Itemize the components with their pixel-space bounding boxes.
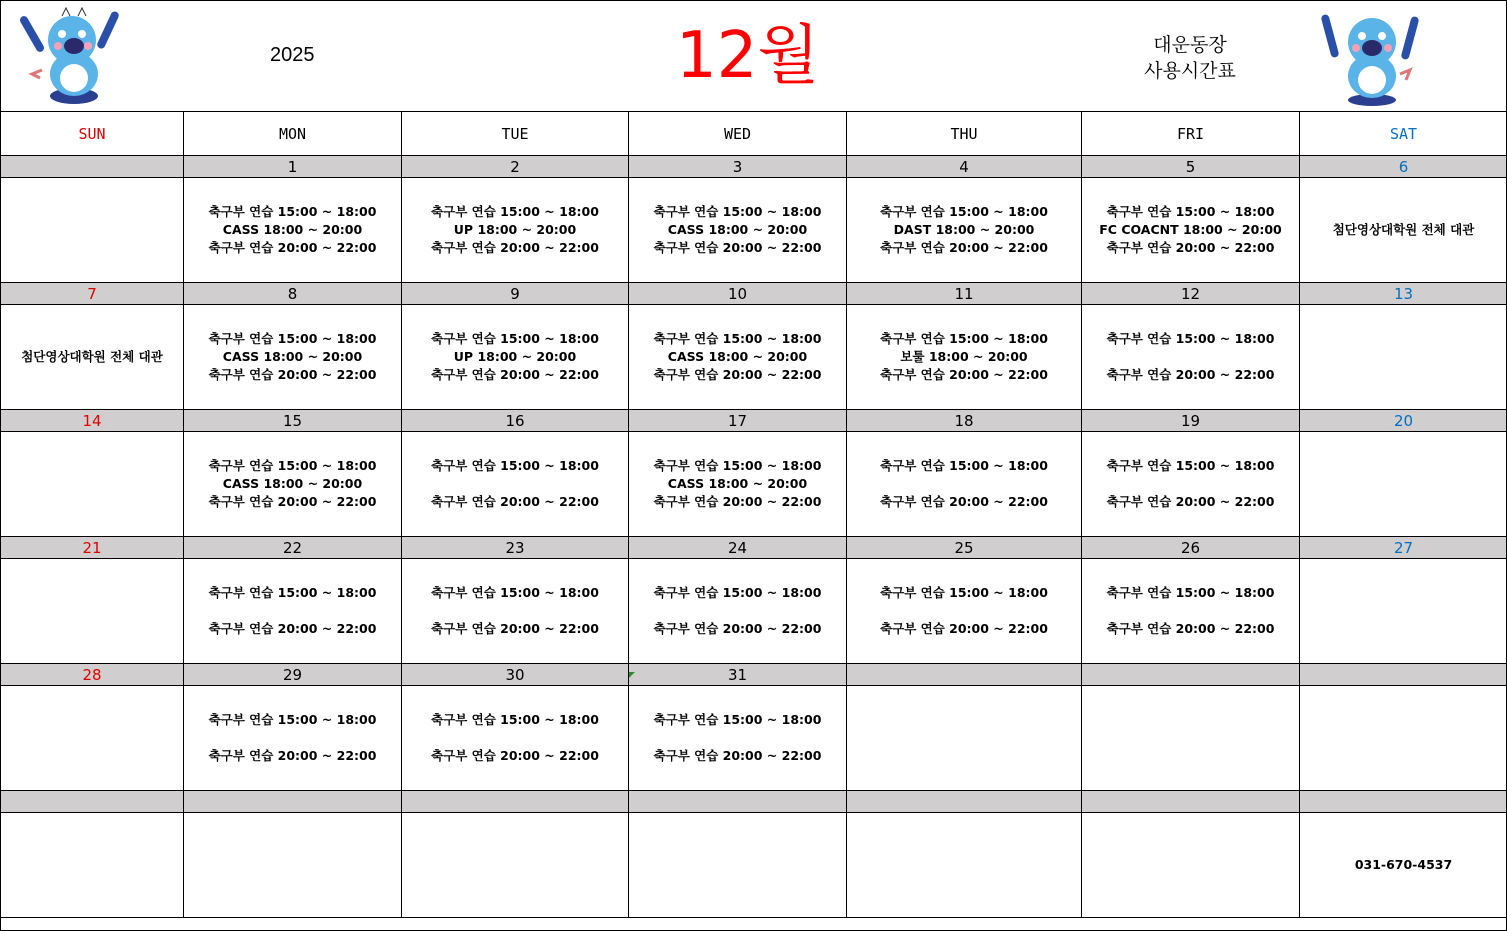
- events-cell-fri: [1082, 305, 1300, 410]
- event-line: CASS 18:00 ~ 20:00: [222, 222, 363, 237]
- event-line: 축구부 연습 20:00 ~ 22:00: [653, 748, 822, 763]
- events-cell-tue: [402, 305, 629, 410]
- events-cell-wed: [629, 559, 847, 664]
- events-cell-mon: [184, 305, 402, 410]
- date-row: [1, 410, 1507, 432]
- event-line: UP 18:00 ~ 20:00: [453, 349, 577, 364]
- event-line: 축구부 연습 20:00 ~ 22:00: [880, 367, 1048, 382]
- event-line: 축구부 연습 15:00 ~ 18:00: [431, 712, 599, 727]
- event-line: 축구부 연습 20:00 ~ 22:00: [1106, 494, 1275, 509]
- event-line: 축구부 연습 20:00 ~ 22:00: [431, 240, 599, 255]
- event-line: DAST 18:00 ~ 20:00: [893, 222, 1035, 237]
- date-cell-sat: [1300, 791, 1507, 813]
- events-cell-tue: [402, 432, 629, 537]
- event-line: 축구부 연습 15:00 ~ 18:00: [653, 585, 822, 600]
- event-line: 축구부 연습 15:00 ~ 18:00: [431, 585, 599, 600]
- event-line: 축구부 연습 15:00 ~ 18:00: [880, 585, 1048, 600]
- events-cell-fri: [1082, 178, 1300, 283]
- date-cell-sat: 6: [1300, 156, 1507, 178]
- event-line: 축구부 연습 20:00 ~ 22:00: [208, 748, 377, 763]
- events-cell-thu: [847, 686, 1082, 791]
- weekday-fri: FRI: [1082, 112, 1300, 156]
- calendar-body: [1, 112, 1507, 918]
- event-line: CASS 18:00 ~ 20:00: [222, 476, 363, 491]
- events-cell-wed: [629, 178, 847, 283]
- date-cell-thu: 11: [847, 283, 1082, 305]
- events-cell-sat: [1300, 178, 1507, 283]
- event-line: [402, 602, 628, 620]
- event-line: 축구부 연습 15:00 ~ 18:00: [880, 458, 1048, 473]
- date-row: [1, 791, 1507, 813]
- event-line: [629, 729, 846, 747]
- event-line: [184, 729, 401, 747]
- date-cell-sat: 27: [1300, 537, 1507, 559]
- dragon-mascot-icon: [18, 4, 126, 108]
- date-cell-sat: 20: [1300, 410, 1507, 432]
- date-cell-mon: 15: [184, 410, 402, 432]
- date-cell-sun: 28: [1, 664, 184, 686]
- event-line: 축구부 연습 15:00 ~ 18:00: [653, 712, 822, 727]
- events-cell-fri: [1082, 432, 1300, 537]
- date-cell-sun: 14: [1, 410, 184, 432]
- date-cell-thu: 25: [847, 537, 1082, 559]
- date-cell-tue: 30: [402, 664, 629, 686]
- events-cell-sun: [1, 178, 184, 283]
- date-cell-sun: [1, 791, 184, 813]
- event-line: 축구부 연습 15:00 ~ 18:00: [208, 204, 377, 219]
- date-cell-fri: 26: [1082, 537, 1300, 559]
- events-cell-thu: [847, 178, 1082, 283]
- cell-comment-marker: [629, 672, 635, 678]
- date-cell-fri: 5: [1082, 156, 1300, 178]
- events-cell-fri: [1082, 686, 1300, 791]
- date-cell-fri: [1082, 791, 1300, 813]
- calendar-header: [0, 0, 1507, 111]
- event-line: 축구부 연습 20:00 ~ 22:00: [208, 621, 377, 636]
- weekday-wed: WED: [629, 112, 847, 156]
- events-cell-thu: [847, 305, 1082, 410]
- event-line: 축구부 연습 15:00 ~ 18:00: [208, 712, 377, 727]
- event-line: 축구부 연습 20:00 ~ 22:00: [880, 494, 1048, 509]
- date-cell-mon: 8: [184, 283, 402, 305]
- event-line: 첨단영상대학원 전체 대관: [1332, 222, 1475, 237]
- event-line: 축구부 연습 20:00 ~ 22:00: [880, 240, 1048, 255]
- events-cell-tue: [402, 813, 629, 918]
- date-cell-sun: 21: [1, 537, 184, 559]
- event-line: 축구부 연습 15:00 ~ 18:00: [653, 204, 822, 219]
- events-cell-mon: [184, 686, 402, 791]
- event-line: [847, 475, 1081, 493]
- event-line: [402, 729, 628, 747]
- event-line: 축구부 연습 20:00 ~ 22:00: [653, 621, 822, 636]
- events-cell-tue: [402, 686, 629, 791]
- events-cell-sun: [1, 432, 184, 537]
- event-line: 축구부 연습 15:00 ~ 18:00: [208, 585, 377, 600]
- date-cell-fri: [1082, 664, 1300, 686]
- date-cell-sun: 7: [1, 283, 184, 305]
- event-line: 축구부 연습 15:00 ~ 18:00: [653, 331, 822, 346]
- event-line: CASS 18:00 ~ 20:00: [667, 222, 808, 237]
- date-cell-thu: [847, 791, 1082, 813]
- event-line: 031-670-4537: [1354, 857, 1453, 872]
- calendar-title: [1120, 32, 1260, 84]
- events-cell-wed: [629, 686, 847, 791]
- event-line: FC COACNT 18:00 ~ 20:00: [1099, 222, 1282, 237]
- event-line: [1082, 348, 1299, 366]
- event-line: 축구부 연습 15:00 ~ 18:00: [880, 331, 1048, 346]
- event-line: 축구부 연습 15:00 ~ 18:00: [431, 204, 599, 219]
- date-row: [1, 156, 1507, 178]
- date-cell-fri: 12: [1082, 283, 1300, 305]
- event-line: 축구부 연습 20:00 ~ 22:00: [431, 621, 599, 636]
- weekday-sat: SAT: [1300, 112, 1507, 156]
- date-cell-sun: [1, 156, 184, 178]
- calendar-month: 12월: [676, 19, 820, 93]
- events-cell-tue: [402, 178, 629, 283]
- events-cell-sun: [1, 686, 184, 791]
- date-cell-mon: 22: [184, 537, 402, 559]
- events-row: [1, 559, 1507, 664]
- event-line: 첨단영상대학원 전체 대관: [21, 349, 163, 364]
- event-line: 축구부 연습 20:00 ~ 22:00: [1106, 367, 1275, 382]
- event-line: 축구부 연습 20:00 ~ 22:00: [208, 367, 377, 382]
- date-cell-wed: 17: [629, 410, 847, 432]
- weekday-thu: THU: [847, 112, 1082, 156]
- event-line: CASS 18:00 ~ 20:00: [667, 349, 808, 364]
- event-line: 축구부 연습 20:00 ~ 22:00: [653, 494, 822, 509]
- date-cell-thu: [847, 664, 1082, 686]
- phone-number: [1300, 813, 1507, 918]
- events-cell-fri: [1082, 813, 1300, 918]
- weekday-sun: SUN: [1, 112, 184, 156]
- event-line: 축구부 연습 15:00 ~ 18:00: [653, 458, 822, 473]
- events-cell-sat: [1300, 432, 1507, 537]
- event-line: 축구부 연습 15:00 ~ 18:00: [1106, 204, 1275, 219]
- events-cell-thu: [847, 813, 1082, 918]
- events-cell-sat: [1300, 305, 1507, 410]
- title-line-2: 사용시간표: [1144, 60, 1236, 82]
- event-line: UP 18:00 ~ 20:00: [453, 222, 577, 237]
- event-line: 축구부 연습 15:00 ~ 18:00: [208, 331, 377, 346]
- events-cell-thu: [847, 559, 1082, 664]
- events-cell-sat: [1300, 559, 1507, 664]
- event-line: 축구부 연습 20:00 ~ 22:00: [1106, 621, 1275, 636]
- date-cell-tue: 9: [402, 283, 629, 305]
- event-line: [402, 475, 628, 493]
- weekday-tue: TUE: [402, 112, 629, 156]
- event-line: 축구부 연습 20:00 ~ 22:00: [1106, 240, 1275, 255]
- title-line-1: 대운동장: [1153, 34, 1227, 56]
- date-cell-tue: 2: [402, 156, 629, 178]
- events-cell-thu: [847, 432, 1082, 537]
- dragon-mascot-icon: [1316, 4, 1424, 108]
- events-cell-mon: [184, 559, 402, 664]
- event-line: 축구부 연습 20:00 ~ 22:00: [653, 240, 822, 255]
- event-line: [629, 602, 846, 620]
- date-cell-mon: 1: [184, 156, 402, 178]
- date-cell-wed: 31: [629, 664, 847, 686]
- event-line: [184, 602, 401, 620]
- event-line: 축구부 연습 15:00 ~ 18:00: [1106, 331, 1275, 346]
- event-line: 축구부 연습 15:00 ~ 18:00: [431, 458, 599, 473]
- events-cell-mon: [184, 813, 402, 918]
- weekday-header-row: [1, 112, 1507, 156]
- events-row: [1, 178, 1507, 283]
- date-cell-wed: 3: [629, 156, 847, 178]
- event-line: CASS 18:00 ~ 20:00: [222, 349, 363, 364]
- date-cell-fri: 19: [1082, 410, 1300, 432]
- date-cell-tue: 23: [402, 537, 629, 559]
- calendar-year: 2025: [270, 44, 315, 66]
- event-line: 축구부 연습 15:00 ~ 18:00: [1106, 458, 1275, 473]
- event-line: 보툴 18:00 ~ 20:00: [900, 349, 1028, 364]
- event-line: [1082, 475, 1299, 493]
- events-row: [1, 686, 1507, 791]
- event-line: 축구부 연습 20:00 ~ 22:00: [208, 494, 377, 509]
- date-cell-wed: 10: [629, 283, 847, 305]
- date-cell-sat: [1300, 664, 1507, 686]
- events-cell-sun: [1, 559, 184, 664]
- date-cell-tue: [402, 791, 629, 813]
- events-cell-mon: [184, 432, 402, 537]
- event-line: 축구부 연습 15:00 ~ 18:00: [208, 458, 377, 473]
- event-line: 축구부 연습 20:00 ~ 22:00: [431, 494, 599, 509]
- event-line: 축구부 연습 20:00 ~ 22:00: [208, 240, 377, 255]
- event-line: 축구부 연습 20:00 ~ 22:00: [431, 748, 599, 763]
- events-cell-wed: [629, 305, 847, 410]
- date-cell-tue: 16: [402, 410, 629, 432]
- event-line: 축구부 연습 20:00 ~ 22:00: [653, 367, 822, 382]
- date-row: [1, 537, 1507, 559]
- date-row: [1, 283, 1507, 305]
- event-line: [1082, 602, 1299, 620]
- events-row: [1, 813, 1507, 918]
- date-cell-mon: [184, 791, 402, 813]
- event-line: CASS 18:00 ~ 20:00: [667, 476, 808, 491]
- events-cell-mon: [184, 178, 402, 283]
- events-cell-sun: [1, 305, 184, 410]
- date-cell-sat: 13: [1300, 283, 1507, 305]
- event-line: 축구부 연습 15:00 ~ 18:00: [880, 204, 1048, 219]
- event-line: [847, 602, 1081, 620]
- weekday-mon: MON: [184, 112, 402, 156]
- events-cell-tue: [402, 559, 629, 664]
- events-cell-sat: [1300, 686, 1507, 791]
- date-cell-wed: [629, 791, 847, 813]
- event-line: 축구부 연습 15:00 ~ 18:00: [431, 331, 599, 346]
- event-line: 축구부 연습 20:00 ~ 22:00: [431, 367, 599, 382]
- events-row: [1, 432, 1507, 537]
- date-cell-thu: 4: [847, 156, 1082, 178]
- event-line: 축구부 연습 20:00 ~ 22:00: [880, 621, 1048, 636]
- events-cell-sun: [1, 813, 184, 918]
- event-line: 축구부 연습 15:00 ~ 18:00: [1106, 585, 1275, 600]
- date-cell-thu: 18: [847, 410, 1082, 432]
- events-row: [1, 305, 1507, 410]
- events-cell-fri: [1082, 559, 1300, 664]
- date-row: [1, 664, 1507, 686]
- date-cell-mon: 29: [184, 664, 402, 686]
- events-cell-wed: [629, 813, 847, 918]
- date-cell-wed: 24: [629, 537, 847, 559]
- calendar-grid: [0, 111, 1507, 918]
- events-cell-wed: [629, 432, 847, 537]
